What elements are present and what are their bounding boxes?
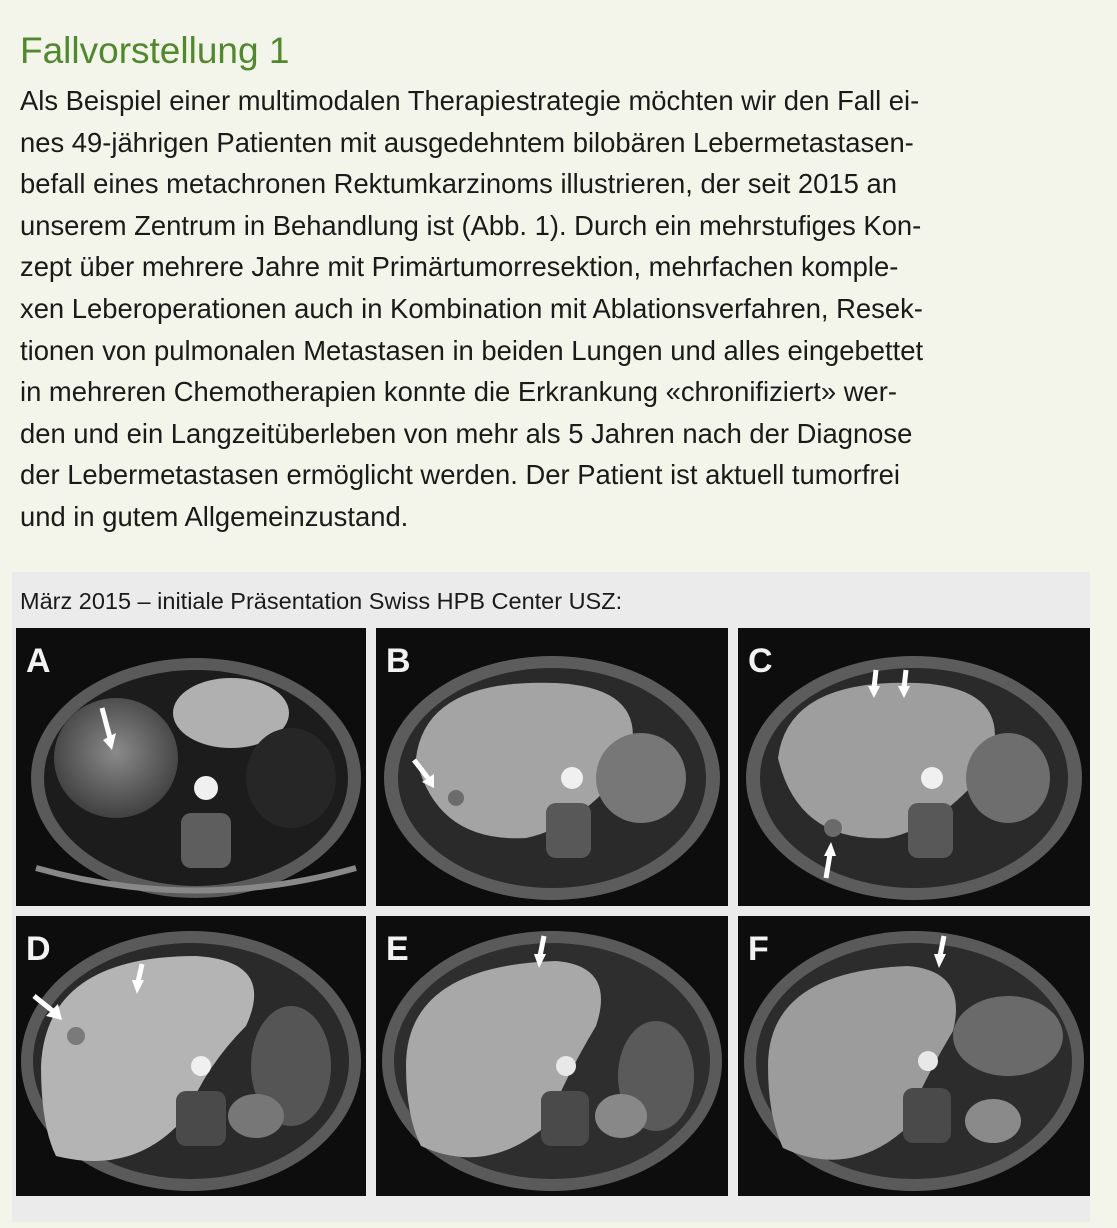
panel-label: C — [748, 642, 773, 680]
mri-scan-image — [16, 916, 366, 1196]
figure-caption: März 2015 – initiale Präsentation Swiss HPB Center USZ: — [20, 588, 623, 614]
mri-panel-e — [376, 916, 728, 1196]
mri-scan-image — [738, 628, 1090, 906]
panel-label: F — [748, 930, 769, 968]
paragraph-line: Als Beispiel einer multimodalen Therapiestrategie möchten wir den Fall ei- — [20, 85, 920, 116]
mri-panel-a — [16, 628, 366, 906]
mri-scan-image — [376, 916, 728, 1196]
paragraph-line: nes 49-jährigen Patienten mit ausgedehntem bilobären Lebermetastasen- — [20, 126, 914, 158]
mri-panel-f — [738, 916, 1090, 1196]
mri-scan-image — [738, 916, 1090, 1196]
panel-label: B — [386, 642, 411, 680]
mri-panel-c — [738, 628, 1090, 906]
panel-label: E — [386, 930, 409, 968]
paragraph-line: xen Leberoperationen auch in Kombination mit Ablationsverfahren, Resek- — [20, 292, 923, 324]
mri-panel-d — [16, 916, 366, 1196]
paragraph-line: den und ein Langzeitüberleben von mehr als 5 Jahren nach der Diagnose — [20, 417, 913, 449]
panel-label: A — [26, 642, 51, 680]
paragraph-line: zept über mehrere Jahre mit Primärtumorresektion, mehrfachen komple- — [20, 251, 899, 283]
mri-scan-image — [16, 628, 366, 906]
paragraph-line: der Lebermetastasen ermöglicht werden. Der Patient ist aktuell tumorfrei — [20, 459, 900, 491]
paragraph-line: tionen von pulmonalen Metastasen in beiden Lungen und alles eingebettet — [20, 334, 924, 366]
box-title: Fallvorstellung 1 — [20, 30, 290, 71]
paragraph-line: in mehreren Chemotherapien konnte die Erkrankung «chronifiziert» wer- — [20, 376, 897, 408]
mri-panel-b — [376, 628, 728, 906]
paragraph-line: befall eines metachronen Rektumkarzinoms illustrieren, der seit 2015 an — [20, 168, 897, 200]
panel-label: D — [26, 930, 51, 968]
mri-scan-image — [376, 628, 728, 906]
body-paragraph — [20, 80, 1110, 538]
paragraph-line: und in gutem Allgemeinzustand. — [20, 500, 409, 532]
paragraph-line: unserem Zentrum in Behandlung ist (Abb. 1). Durch ein mehrstufiges Kon- — [20, 209, 922, 241]
